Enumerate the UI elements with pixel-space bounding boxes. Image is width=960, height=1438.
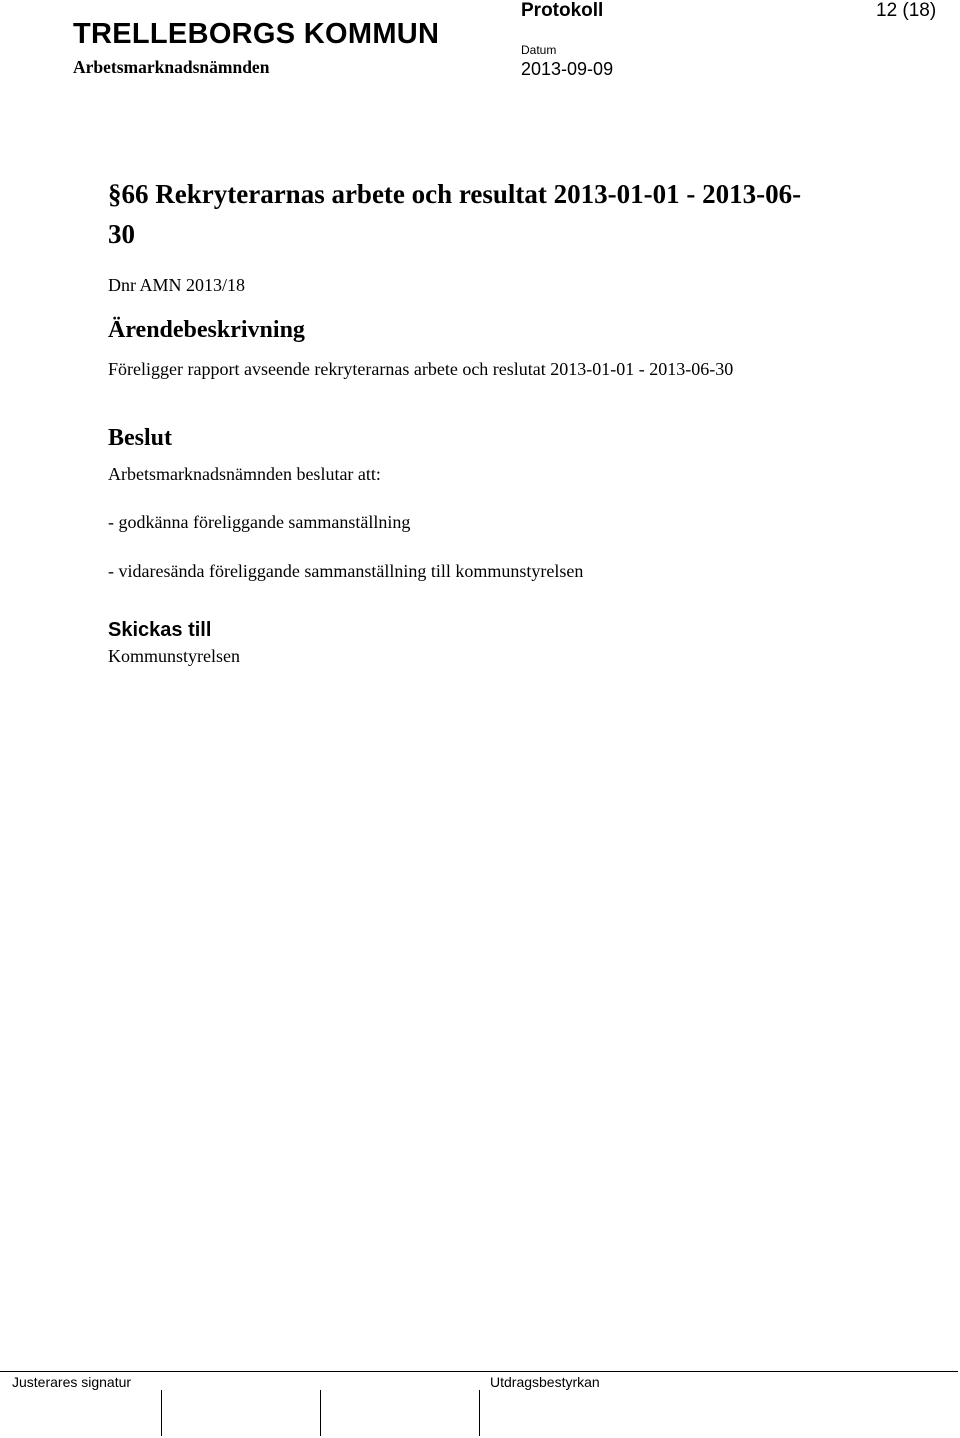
signature-label: Justerares signatur bbox=[12, 1374, 132, 1390]
committee-name: Arbetsmarknadsnämnden bbox=[73, 57, 270, 77]
section-title: §66 Rekryterarnas arbete och resultat 2013-01-01 - 2013-06-30 bbox=[108, 179, 802, 249]
beslut-intro: Arbetsmarknadsnämnden beslutar att: bbox=[108, 464, 381, 484]
footer-divider bbox=[0, 1371, 958, 1372]
signature-box-divider bbox=[320, 1390, 321, 1436]
attestation-label: Utdragsbestyrkan bbox=[490, 1374, 600, 1390]
beslut-item: - vidaresända föreliggande sammanställning till kommunstyrelsen bbox=[108, 561, 584, 581]
skickas-heading: Skickas till bbox=[108, 619, 212, 641]
arende-text: Föreligger rapport avseende rekryterarnas arbete och reslutat 2013-01-01 - 2013-06-30 bbox=[108, 359, 734, 379]
skickas-recipient: Kommunstyrelsen bbox=[108, 646, 240, 666]
arende-heading: Ärendebeskrivning bbox=[108, 317, 305, 343]
signature-box-divider bbox=[479, 1390, 480, 1436]
document-type: Protokoll bbox=[521, 0, 604, 21]
date-label: Datum bbox=[521, 43, 557, 57]
page-number: 12 (18) bbox=[876, 0, 937, 21]
date-value: 2013-09-09 bbox=[521, 59, 614, 79]
signature-box-divider bbox=[161, 1390, 162, 1436]
case-number: Dnr AMN 2013/18 bbox=[108, 275, 246, 295]
beslut-heading: Beslut bbox=[108, 425, 173, 451]
organization-name: TRELLEBORGS KOMMUN bbox=[73, 18, 440, 50]
beslut-item: - godkänna föreliggande sammanställning bbox=[108, 512, 411, 532]
